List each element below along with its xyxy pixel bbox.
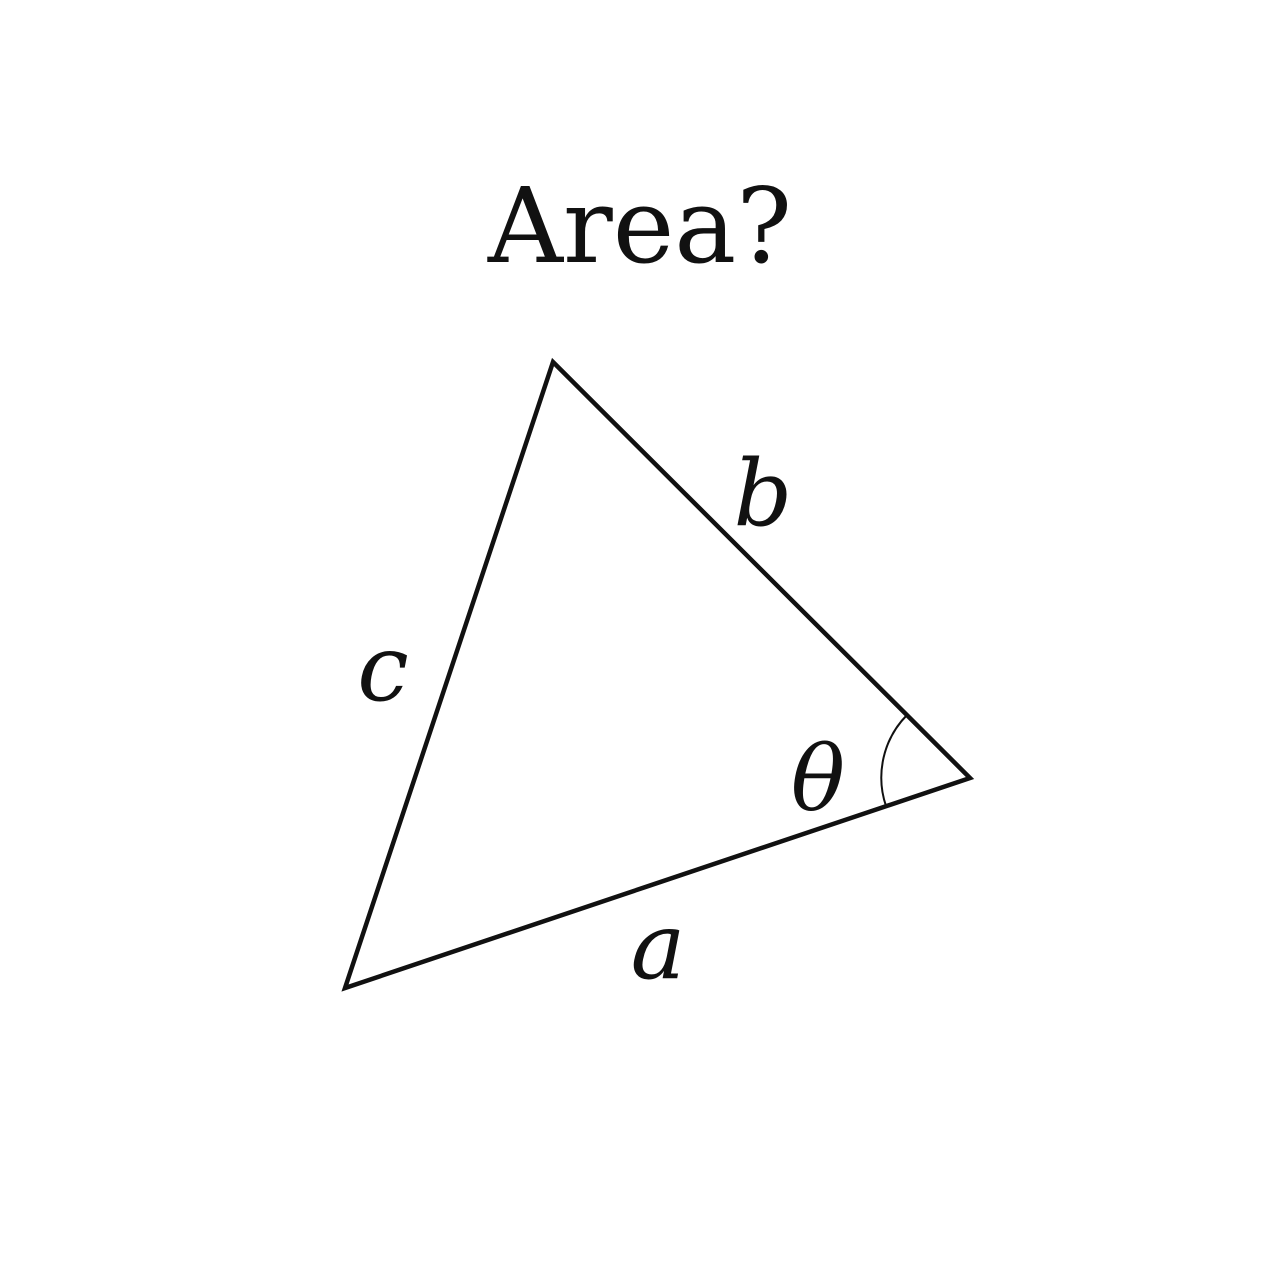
side-label-b: b	[733, 440, 793, 547]
side-label-a: a	[630, 893, 686, 1000]
side-label-c: c	[357, 615, 409, 722]
angle-label-theta: θ	[790, 727, 846, 832]
angle-arc	[881, 715, 907, 806]
diagram-title: Area?	[487, 165, 793, 287]
